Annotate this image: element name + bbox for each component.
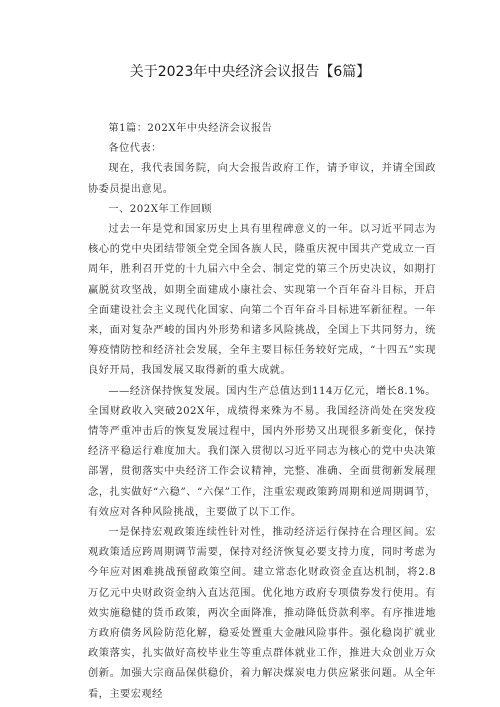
salutation: 各位代表：	[108, 143, 162, 155]
body-paragraph: 一是保持宏观政策连续性针对性，推动经济运行保持在合理区间。宏观政策适应跨周期调节需要，保持对经济恢复必要支持力度，同时考虑为今年应对困难挑战预留政策空间。建立常态化财政资金直达机制，将2.8万亿元中央财政资金纳入直达范围。优化地方政府专项债券发行使用。有效实施稳健的货币政策，两次全面降准，推动降低贷款利率。有序推进地方政府债务风险防范化解，稳妥处置重大金融风险事件。强化稳岗扩就业政策落实，扎实做好高校毕业生等重点群体就业工作，推进大众创业万众创新。加强大宗商品保供稳价，着力解决煤炭电力供应紧张问题。从全年看，主要宏观经	[88, 527, 436, 700]
document-title: 关于2023年中央经济会议报告【6篇】	[129, 64, 371, 80]
intro-paragraph: 现在，我代表国务院，向大会报告政府工作，请予审议，并请全国政协委员提出意见。	[88, 163, 436, 195]
section-heading: 第1篇：202X年中央经济会议报告	[108, 123, 273, 134]
body-paragraph: ——经济保持恢复发展。国内生产总值达到114万亿元，增长8.1%。全国财政收入突破202X年，成绩得来殊为不易。我国经济尚处在突发疫情等严重冲击后的恢复发展过程中，国内外形势又出现很多新变化，保持经济平稳运行难度加大。我们深入贯彻以习近平同志为核心的党中央决策部署，贯彻落实中央经济工作会议精神，完整、准确、全面贯彻新发展理念，扎实做好“六稳”、“六保”工作，注重宏观政策跨周期和逆周期调节，有效应对各种风险挑战，主要做了以下工作。	[88, 385, 436, 518]
document-body	[88, 119, 436, 705]
subsection-heading: 一、202X年工作回顾	[108, 203, 212, 215]
body-paragraph: 过去一年是党和国家历史上具有里程碑意义的一年。以习近平同志为核心的党中央团结带领全党全国各族人民，隆重庆祝中国共产党成立一百周年，胜利召开党的十九届六中全会、制定党的第三个历史决议，如期打赢脱贫攻坚战，如期全面建成小康社会、实现第一个百年奋斗目标，开启全面建设社会主义现代化国家、向第二个百年奋斗目标进军新征程。一年来，面对复杂严峻的国内外形势和诸多风险挑战，全国上下共同努力，统筹疫情防控和经济社会发展，全年主要目标任务较好完成，“十四五”实现良好开局，我国发展又取得新的重大成就。	[88, 224, 436, 377]
